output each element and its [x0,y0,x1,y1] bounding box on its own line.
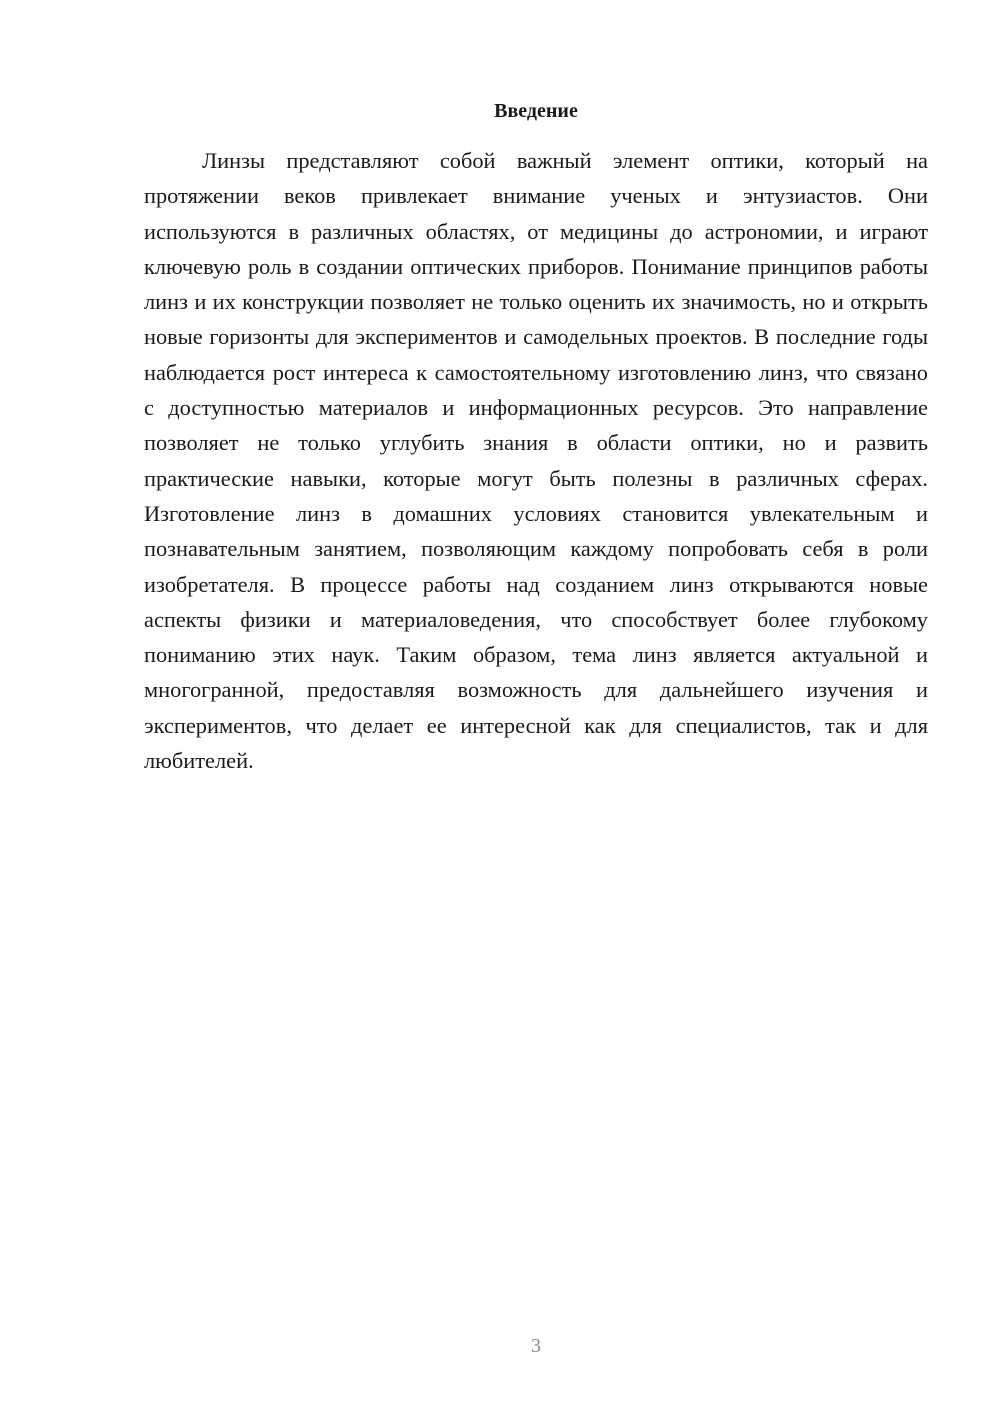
section-heading: Введение [494,100,578,122]
page-number: 3 [531,1335,541,1357]
introduction-paragraph: Линзы представляют собой важный элемент оптики, который на протяжении веков привлекает внимание ученых и энтузиастов. Они используются в различных областях, от медицины до астрономии, и играют ключевую роль в создании оптических приборов. Понимание принципов работы линз и их конструкции позволяет не только оценить их значимость, но и открыть новые горизонты для экспериментов и самодельных проектов. В последние годы наблюдается рост интереса к самостоятельному изготовлению линз, что связано с доступностью материалов и информационных ресурсов. Это направление позволяет не только углубить знания в области оптики, но и развить практические навыки, которые могут быть полезны в различных сферах. Изготовление линз в домашних условиях становится увлекательным и познавательным занятием, позволяющим каждому попробовать себя в роли изобретателя. В процессе работы над созданием линз открываются новые аспекты физики и материаловедения, что способствует более глубокому пониманию этих наук. Таким образом, тема линз является актуальной и многогранной, предоставляя возможность для дальнейшего изучения и экспериментов, что делает ее интересной как для специалистов, так и для любителей. [144,148,928,774]
